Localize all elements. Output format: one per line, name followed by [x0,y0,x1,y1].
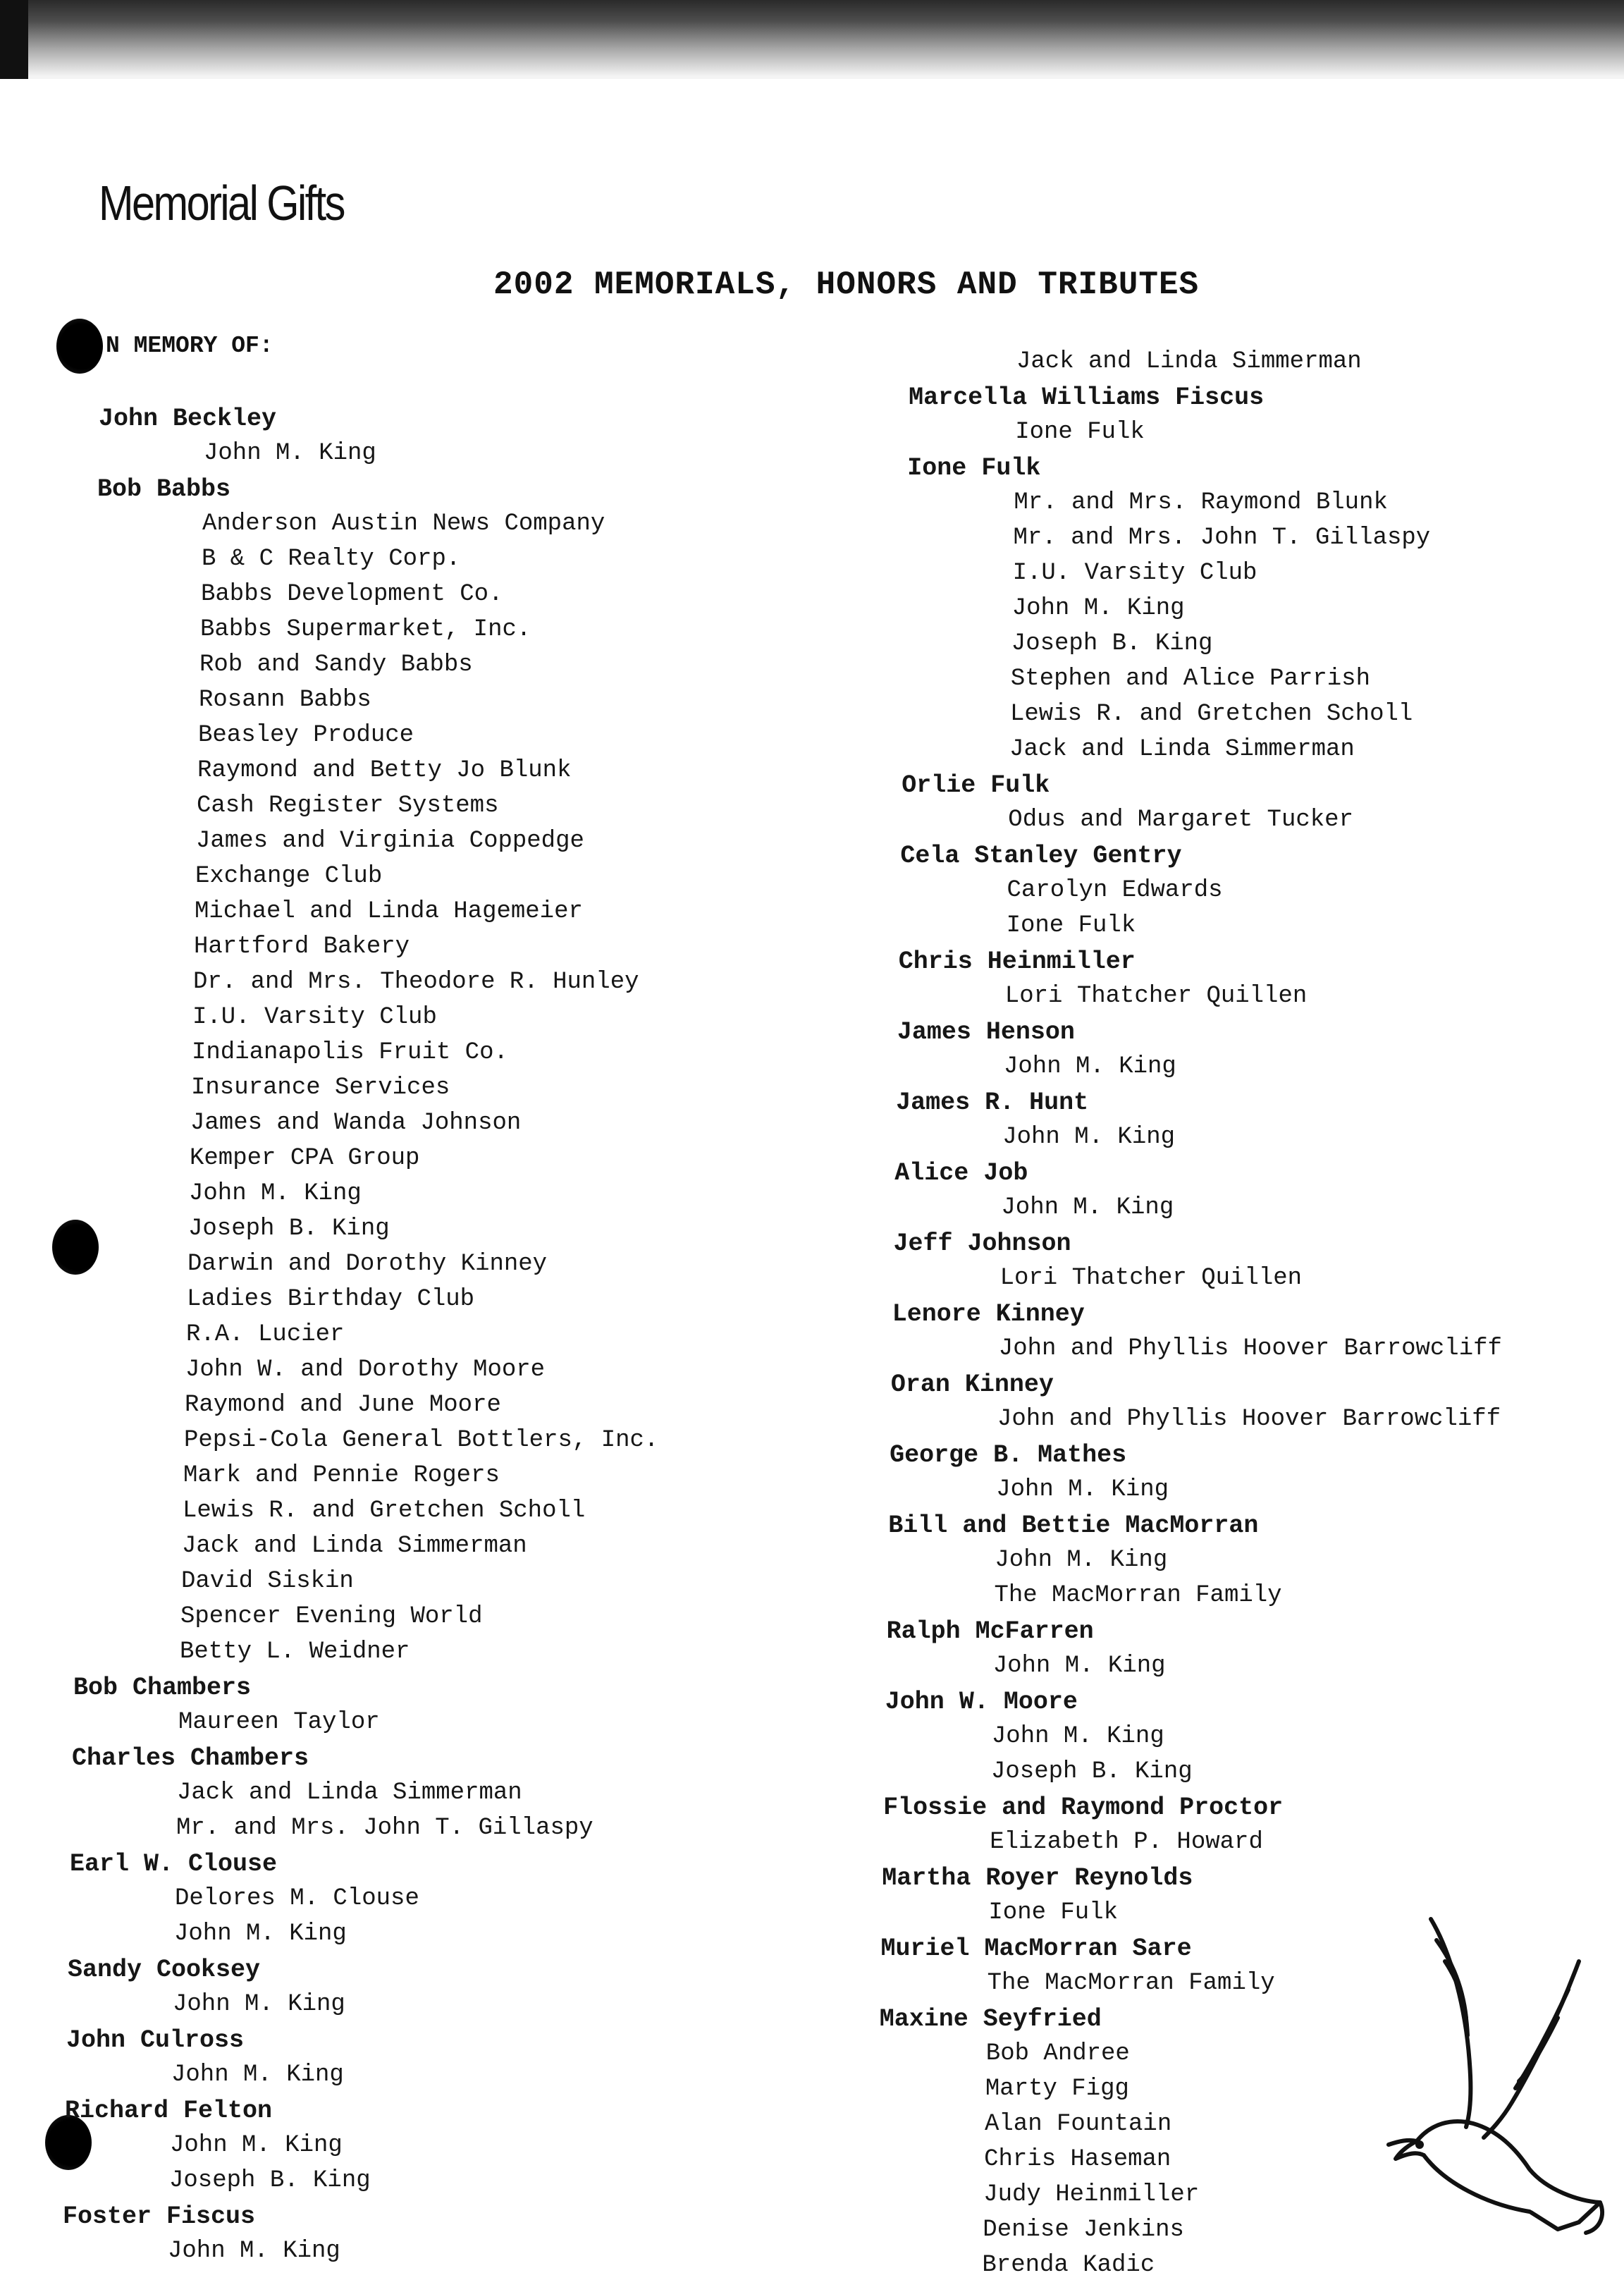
donor-name: Jack and Linda Simmerman [182,1533,527,1559]
donor-name: James and Virginia Coppedge [196,828,584,854]
donor-name: Dr. and Mrs. Theodore R. Hunley [193,969,639,995]
donor-name: Maureen Taylor [178,1709,380,1736]
donor-name: John M. King [991,1723,1164,1750]
donor-name: Hartford Bakery [194,933,410,960]
punch-hole-icon [52,1220,99,1275]
donor-name: Spencer Evening World [180,1603,483,1630]
donor-name: Mr. and Mrs. John T. Gillaspy [176,1815,593,1841]
donor-name: Michael and Linda Hagemeier [195,898,583,925]
donor-name: Elizabeth P. Howard [990,1829,1263,1856]
donor-name: Lewis R. and Gretchen Scholl [1010,701,1413,728]
donor-name: Betty L. Weidner [180,1638,410,1665]
donor-name: Lori Thatcher Quillen [1004,983,1308,1010]
donor-name: Mr. and Mrs. John T. Gillaspy [1013,525,1431,551]
donor-name: Stephen and Alice Parrish [1010,666,1370,692]
donor-name: Raymond and Betty Jo Blunk [197,757,572,784]
donor-name: John M. King [174,1920,347,1947]
donor-name: John M. King [992,1653,1166,1679]
donor-name: Brenda Kadic [982,2252,1155,2279]
donor-name: Indianapolis Fruit Co. [192,1039,508,1066]
donor-name: Lewis R. and Gretchen Scholl [183,1497,586,1524]
donor-name: The MacMorran Family [987,1970,1275,1997]
donor-name: John W. and Dorothy Moore [185,1356,546,1383]
donor-name: Babbs Development Co. [201,581,503,608]
donor-name: Lori Thatcher Quillen [999,1265,1303,1292]
donor-name: Joseph B. King [991,1758,1193,1785]
donor-name: Anderson Austin News Company [202,510,605,537]
donor-name: I.U. Varsity Club [1012,560,1257,587]
donor-name: Rosann Babbs [199,687,371,713]
honoree-name: Bob Babbs [97,475,231,503]
donor-name: Joseph B. King [1011,630,1213,657]
honoree-name: Maxine Seyfried [879,2005,1102,2033]
donor-name: Mr. and Mrs. Raymond Blunk [1014,489,1388,516]
donor-name: Odus and Margaret Tucker [1008,807,1353,833]
donor-name: Darwin and Dorothy Kinney [187,1251,548,1277]
document-title: 2002 MEMORIALS, HONORS AND TRIBUTES [493,266,1200,303]
donor-name: Pepsi-Cola General Bottlers, Inc. [184,1427,659,1454]
dove-icon [1346,1912,1624,2243]
donor-name: Babbs Supermarket, Inc. [200,616,531,643]
donor-name: John M. King [168,2238,340,2265]
donor-name: Jack and Linda Simmerman [177,1779,522,1806]
honoree-name: Bob Chambers [73,1674,252,1702]
honoree-name: Martha Royer Reynolds [882,1864,1193,1892]
donor-name: Judy Heinmiller [983,2181,1200,2208]
donor-name: Bob Andree [985,2040,1130,2067]
donor-name: Ladies Birthday Club [187,1286,475,1313]
donor-name: R.A. Lucier [186,1321,345,1348]
section-heading: N MEMORY OF: [106,333,273,359]
honoree-name: Muriel MacMorran Sare [880,1935,1192,1963]
honoree-name: George B. Mathes [890,1441,1127,1469]
donor-name: John M. King [1002,1124,1176,1151]
donor-name: John M. King [204,440,376,467]
donor-name: Beasley Produce [198,722,414,749]
honoree-name: Ralph McFarren [886,1617,1094,1646]
donor-name: James and Wanda Johnson [190,1110,522,1136]
donor-name: Exchange Club [195,863,383,890]
honoree-name: James Henson [897,1018,1075,1046]
honoree-name: Marcella Williams Fiscus [909,384,1265,412]
donor-name: Jack and Linda Simmerman [1016,348,1362,375]
donor-name: John M. King [1004,1053,1176,1080]
honoree-name: Jeff Johnson [893,1230,1071,1258]
donor-name: John and Phyllis Hoover Barrowcliff [998,1335,1502,1362]
donor-name: John and Phyllis Hoover Barrowcliff [997,1406,1501,1433]
donor-name: Joseph B. King [169,2167,371,2194]
honoree-name: John Culross [66,2026,245,2054]
punch-hole-icon [56,319,103,374]
donor-name: Alan Fountain [985,2111,1172,2138]
donor-name: Marty Figg [985,2076,1129,2102]
donor-name: Carolyn Edwards [1007,877,1223,904]
donor-name: The MacMorran Family [994,1582,1282,1609]
donor-name: Ione Fulk [988,1899,1119,1926]
brand-title: Memorial Gifts [99,176,344,231]
donor-name: Chris Haseman [984,2146,1171,2173]
honoree-name: Oran Kinney [890,1371,1054,1399]
donor-name: John M. King [1011,595,1185,622]
donor-name: B & C Realty Corp. [202,546,461,572]
donor-name: Denise Jenkins [983,2217,1184,2243]
honoree-name: Lenore Kinney [892,1300,1085,1328]
honoree-name: John Beckley [99,405,277,433]
honoree-name: Flossie and Raymond Proctor [883,1794,1284,1822]
donor-name: John M. King [173,1991,345,2018]
donor-name: Mark and Pennie Rogers [183,1462,500,1489]
donor-name: Delores M. Clouse [175,1885,419,1912]
donor-name: Jack and Linda Simmerman [1009,736,1355,763]
honoree-name: Earl W. Clouse [70,1850,278,1878]
honoree-name: Chris Heinmiller [898,948,1136,976]
donor-name: Insurance Services [191,1074,450,1101]
honoree-name: Bill and Bettie MacMorran [888,1512,1259,1540]
donor-name: Ione Fulk [1006,912,1136,939]
donor-name: Raymond and June Moore [185,1392,501,1418]
donor-name: John M. King [996,1476,1169,1503]
honoree-name: Cela Stanley Gentry [900,842,1182,870]
donor-name: Kemper CPA Group [190,1145,420,1172]
honoree-name: Charles Chambers [72,1744,309,1772]
donor-name: John M. King [189,1180,362,1207]
honoree-name: Sandy Cooksey [68,1956,261,1984]
honoree-name: Orlie Fulk [902,771,1050,799]
donor-name: John M. King [995,1547,1168,1574]
donor-name: Rob and Sandy Babbs [199,651,473,678]
donor-name: David Siskin [181,1568,354,1595]
scan-corner [0,0,28,79]
honoree-name: John W. Moore [885,1688,1078,1716]
donor-name: John M. King [171,2061,344,2088]
honoree-name: Richard Felton [65,2097,273,2125]
donor-name: Joseph B. King [188,1215,390,1242]
honoree-name: Foster Fiscus [63,2202,256,2231]
donor-name: Cash Register Systems [197,792,499,819]
honoree-name: James R. Hunt [896,1089,1089,1117]
donor-name: John M. King [170,2132,343,2159]
donor-name: Ione Fulk [1015,419,1145,446]
scan-shadow [0,0,1624,79]
donor-name: I.U. Varsity Club [192,1004,437,1031]
honoree-name: Alice Job [894,1159,1028,1187]
honoree-name: Ione Fulk [907,454,1041,482]
donor-name: John M. King [1001,1194,1174,1221]
